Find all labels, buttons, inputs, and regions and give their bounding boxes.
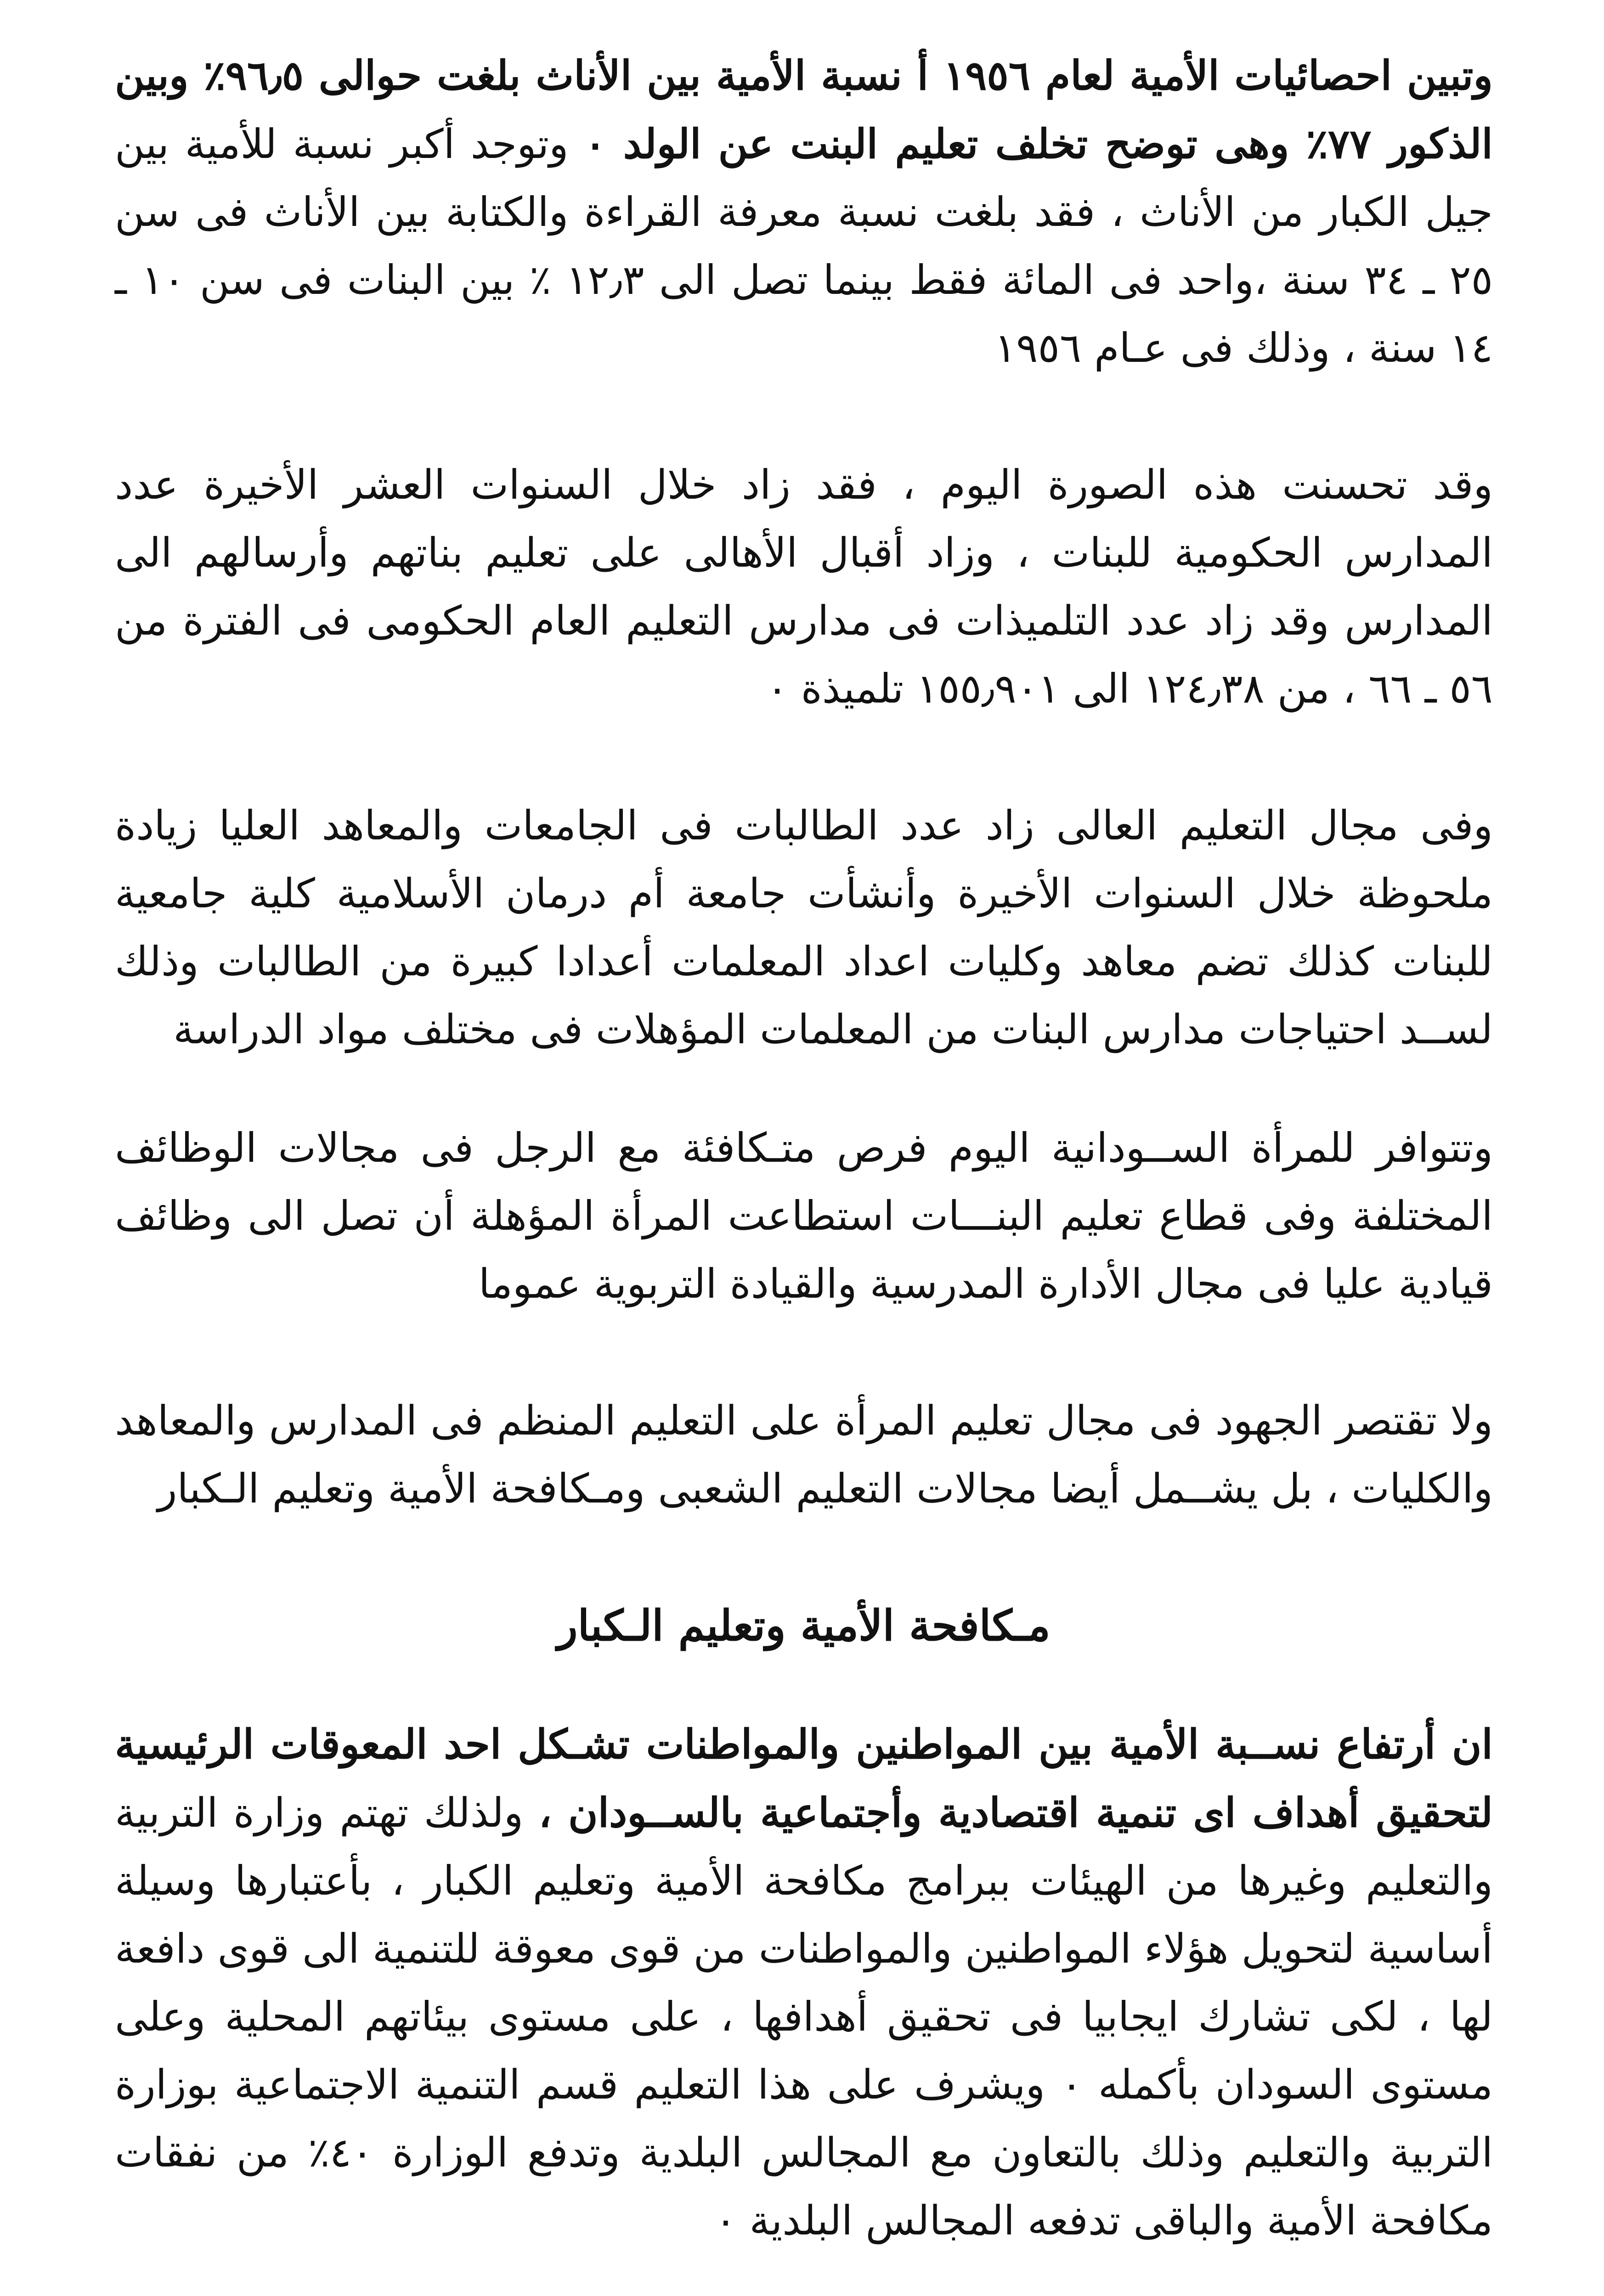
paragraph-lead-bold: وتبين احصائيات الأمية لعام ١٩٥٦ أ نسبة الأمية بين الأناث بلغت حوالى ٩٦٫٥٪ وبين الذكور ٧٧٪ وهى توضح تخلف تعليم البنت عن الولد ٠ — [115, 51, 1493, 168]
spacer — [115, 382, 1493, 451]
spacer — [115, 723, 1493, 792]
spacer — [115, 1523, 1493, 1592]
paragraph-equal-opportunities: وتتوافر للمرأة الســودانية اليوم فرص متـكافئة مع الرجل فى مجالات الوظائف المختلفة وفى قطاع تعليم البنـــات استطاعت المرأة المؤهلة أن تصل الى وظائف قيادية عليا فى مجال الأدارة المدرسية والقيادة التربوية عموما — [115, 1124, 1493, 1307]
paragraph-illiteracy-obstacle — [115, 1710, 1493, 2255]
section-heading: مـكافحة الأمية وتعليم الـكبار — [557, 1601, 1051, 1650]
document-page — [115, 41, 1493, 2296]
paragraph-text: ولذلك تهتم وزارة التربية والتعليم وغيرها من الهيئات ببرامج مكافحة الأمية وتعليم الكبار ، بأعتبارها وسيلة أساسية لتحويل هؤلاء المواطنين والمواطنات من قوى معوقة للتنمية الى قوى دافعة لها ، لكى تشارك ايجابيا فى تحقيق أهدافها ، على مستوى بيئاتهم المحلية وعلى مستوى السودان بأكمله ٠ ويشرف على هذا التعليم قسم التنمية الاجتماعية بوزارة التربية والتعليم وذلك بالتعاون مع المجالس البلدية وتدفع الوزارة ٤٠٪ من نفقات مكافحة الأمية والباقى تدفعه المجالس البلدية ٠ — [115, 1789, 1493, 2244]
paragraph-lead-bold: ان أرتفاع نســبة الأمية بين المواطنين والمواطنات تشـكل احد المعوقات الرئيسية لتحقيق أهداف اى تنمية اقتصادية وأجتماعية بالســودان ، — [115, 1720, 1493, 1836]
paragraph-popular-education: ولا تقتصر الجهود فى مجال تعليم المرأة على التعليم المنظم فى المدارس والمعاهد والكليات ، بل يشــمل أيضا مجالات التعليم الشعبى ومـكافحة الأمية وتعليم الـكبار — [115, 1397, 1493, 1512]
paragraph-text: وتوجد أكبر نسبة للأمية بين جيل الكبار من الأناث ، فقد بلغت نسبة معرفة القراءة والكتابة بين الأناث فى سن ٢٥ ـ ٣٤ سنة ،واحد فى المائة فقط بينما تصل الى ١٢٫٣ ٪ بين البنات فى سن ١٠ ـ ١٤ سنة ، وذلك فى عـام ١٩٥٦ — [115, 120, 1493, 371]
spacer — [115, 1318, 1493, 1387]
spacer — [115, 1660, 1493, 1710]
paragraph-schools-improvement: وقد تحسنت هذه الصورة اليوم ، فقد زاد خلال السنوات العشر الأخيرة عدد المدارس الحكومية للبنات ، وزاد أقبال الأهالى على تعليم بناتهم وأرسالهم الى المدارس وقد زاد عدد التلميذات فى مدارس التعليم العام الحكومى فى الفترة من ٥٦ ـ ٦٦ ، من ١٢٤٫٣٨ الى ١٥٥٫٩٠١ تلميذة ٠ — [115, 461, 1493, 712]
paragraph-higher-education: وفى مجال التعليم العالى زاد عدد الطالبات فى الجامعات والمعاهد العليا زيادة ملحوظة خلال السنوات الأخيرة وأنشأت جامعة أم درمان الأسلامية كلية جامعية للبنات كذلك تضم معاهد وكليات اعداد المعلمات أعدادا كبيرة من الطالبات وذلك لســد احتياجات مدارس البنات من المعلمات المؤهلات فى مختلف مواد الدراسة — [115, 802, 1493, 1053]
spacer — [115, 1064, 1493, 1114]
spacer — [115, 2255, 1493, 2296]
paragraph-literacy-statistics — [115, 41, 1493, 382]
